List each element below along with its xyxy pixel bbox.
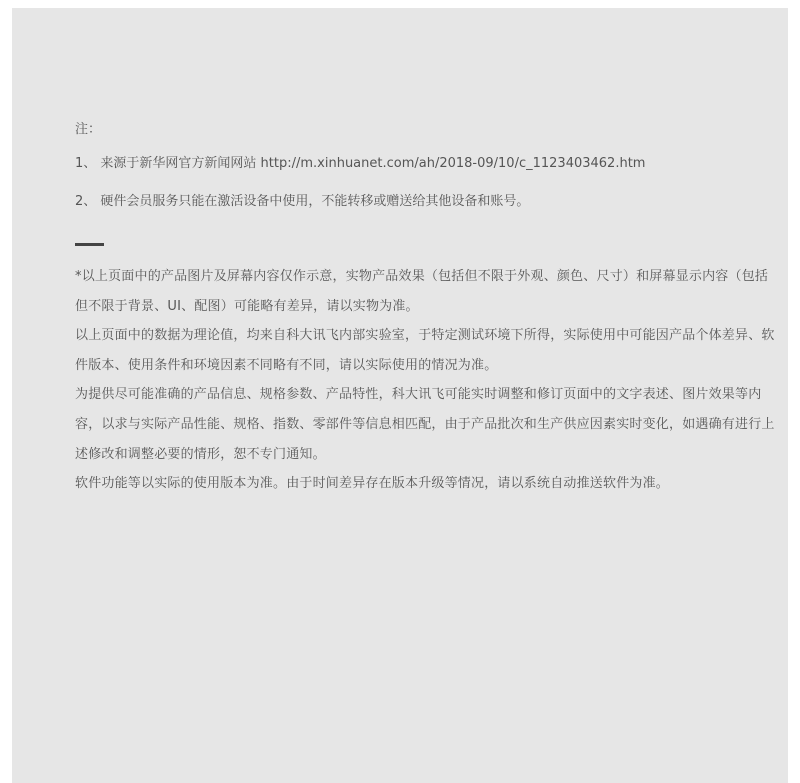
disclaimer-images: *以上页面中的产品图片及屏幕内容仅作示意，实物产品效果（包括但不限于外观、颜色、尺寸）和屏幕显示内容（包括但不限于背景、UI、配图）可能略有差异，请以实物为准。: [75, 269, 769, 314]
disclaimer-software: 软件功能等以实际的使用版本为准。由于时间差异存在版本升级等情况，请以系统自动推送软件为准。: [75, 476, 670, 492]
notes-content: [75, 121, 775, 499]
content-panel: [12, 8, 788, 783]
section-divider: [75, 243, 104, 246]
note-item-hardware-membership: 2、 硬件会员服务只能在激活设备中使用，不能转移或赠送给其他设备和账号。: [75, 194, 530, 209]
note-item-source: 1、 来源于新华网官方新闻网站 http://m.xinhuanet.com/ah/2018-09/10/c_1123403462.htm: [75, 156, 646, 171]
disclaimer-data: 以上页面中的数据为理论值，均来自科大讯飞内部实验室，于特定测试环境下所得，实际使用中可能因产品个体差异、软件版本、使用条件和环境因素不同略有不同，请以实际使用的情况为准。: [75, 328, 775, 373]
notes-title: 注：: [75, 122, 102, 137]
disclaimer-product-info: 为提供尽可能准确的产品信息、规格参数、产品特性，科大讯飞可能实时调整和修订页面中的文字表述、图片效果等内容，以求与实际产品性能、规格、指数、零部件等信息相匹配，由于产品批次和生产供应因素实时变化，如遇确有进行上述修改和调整必要的情形，恕不专门通知。: [75, 387, 775, 462]
